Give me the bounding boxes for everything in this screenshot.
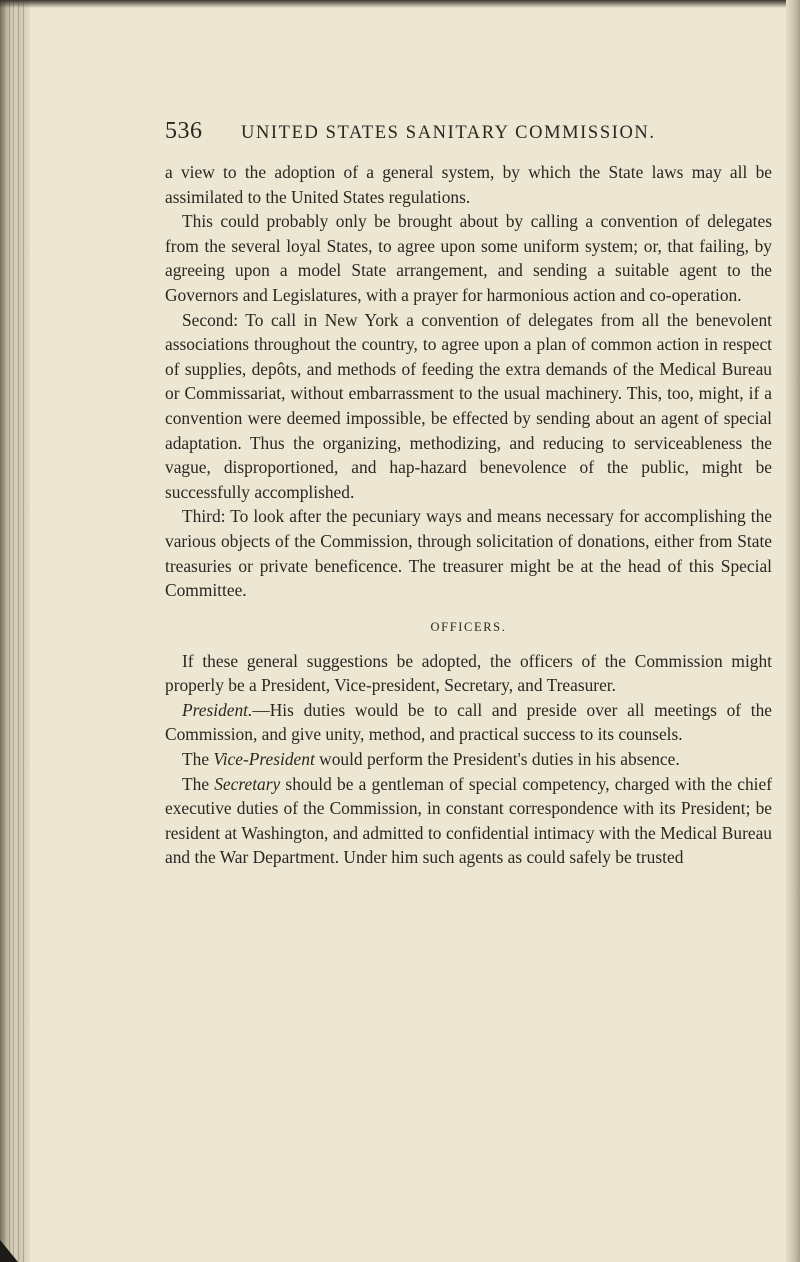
body-text (165, 160, 772, 870)
secretary-duties: should be a gentleman of special competency, charged with the chief executive duties of the Commission, in constant correspondence with its President; be resident at Washington, and admitted to confidential intimacy with the Medical Bureau and the War Department. Under him such agents as could safely be trusted (165, 773, 772, 868)
page-header (165, 118, 772, 150)
running-head: UNITED STATES SANITARY COMMISSION. (241, 123, 656, 143)
vice-president-duties: would perform the President's duties in his absence. (314, 749, 680, 770)
page-number: 536 (165, 118, 203, 144)
president-duties: —His duties would be to call and preside over all meetings of the Commission, and give unity, method, and practical success to its counsels. (165, 699, 772, 745)
book-gutter (0, 0, 30, 1262)
paragraph-convention: This could probably only be brought about by calling a convention of delegates from the several loyal States, to agree upon some uniform system; or, that failing, by agreeing upon a model State arrangement, and sending a suitable agent to the Governors and Legislatures, with a prayer for harmonious action and co-operation. (165, 211, 772, 305)
paragraph-vice-president (165, 747, 772, 772)
paragraph-continuation: a view to the adoption of a general system, by which the State laws may all be assimilated to the United States regulations. (165, 162, 772, 207)
paragraph-second: Second: To call in New York a convention of delegates from all the benevolent associations throughout the country, to agree upon a plan of common action in respect of supplies, depôts, and methods of feeding the extra demands of the Medical Bureau or Commissariat, without embarrassment to the usual machinery. This, too, might, if a convention were deemed impossible, be effected by sending about an agent of special adaptation. Thus the organizing, methodizing, and reducing to serviceableness the vague, disproportioned, and hap-hazard benevolence of the public, might be successfully accomplished. (165, 309, 772, 502)
paragraph-third: Third: To look after the pecuniary ways and means necessary for accomplishing the various objects of the Commission, through solicitation of donations, either from State treasuries or private beneficence. The treasurer might be at the head of this Special Committee. (165, 506, 772, 601)
secretary-lead: The (182, 773, 215, 794)
term-secretary: Secretary (214, 773, 281, 794)
corner-mark (0, 1240, 18, 1262)
page-content (165, 118, 772, 870)
paragraph-secretary (165, 772, 772, 870)
page-fore-edge (786, 0, 800, 1262)
paragraph-officers-intro: If these general suggestions be adopted, the officers of the Commission might properly be a President, Vice-president, Secretary, and Treasurer. (165, 650, 772, 696)
top-edge-shadow (0, 0, 800, 8)
term-president: President. (182, 699, 253, 720)
vice-president-lead: The (182, 749, 214, 770)
paragraph-president (165, 698, 772, 747)
term-vice-president: Vice-President (213, 749, 315, 770)
section-heading-officers: OFFICERS. (430, 619, 507, 634)
